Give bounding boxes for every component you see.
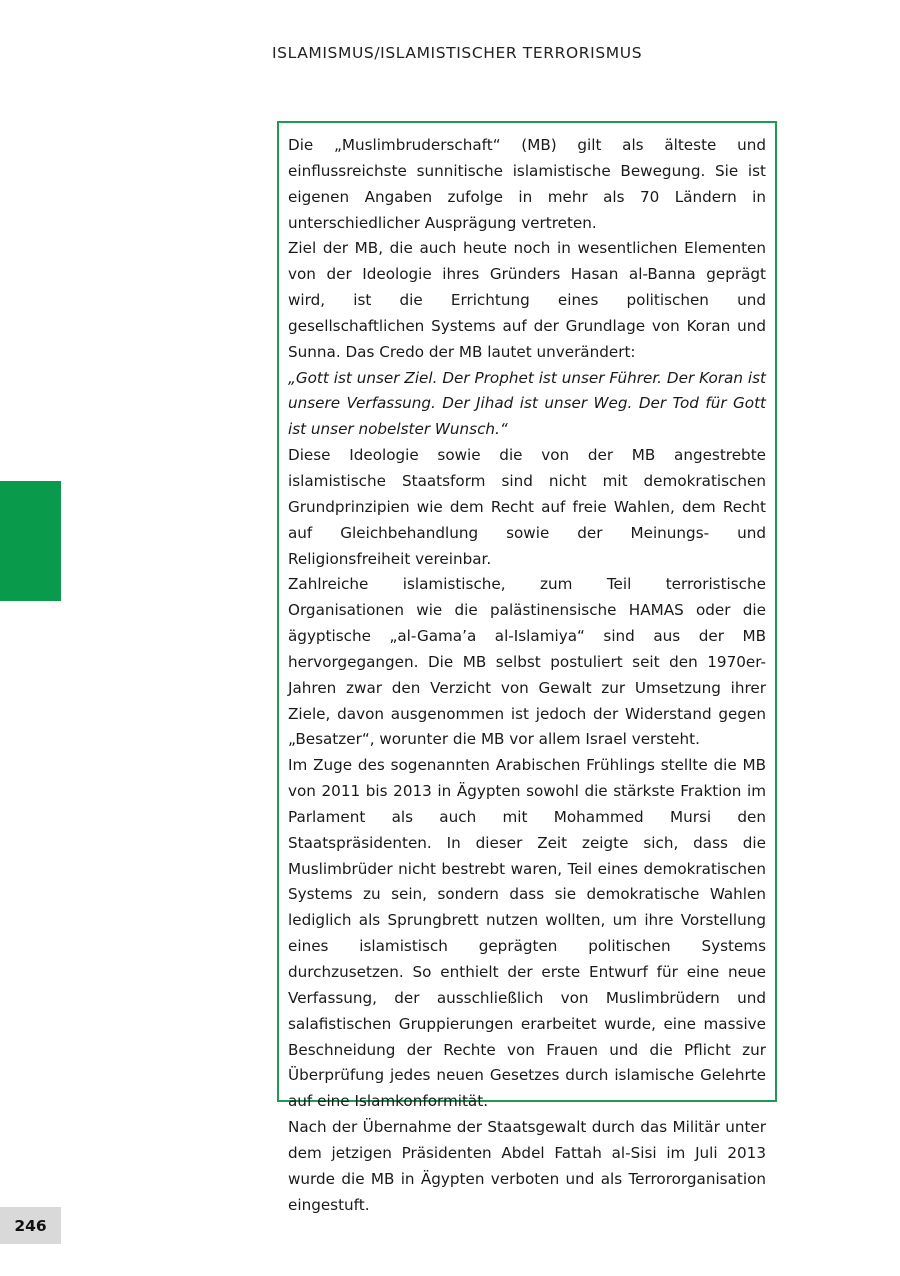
paragraph-ideology: Diese Ideologie sowie die von der MB angestrebte islamistische Staatsform sind nicht mit demokratischen Grundprinzipien wie dem Recht auf freie Wahlen, dem Recht auf Gleichbehandlung sowie der Meinungs- und Religionsfreiheit vereinbar. xyxy=(288,446,766,568)
paragraph-intro: Die „Muslimbruderschaft“ (MB) gilt als älteste und einflussreichste sunnitische islamistische Bewegung. Sie ist eigenen Angaben zufolge in mehr als 70 Ländern in unterschiedlicher Ausprägung vertreten. xyxy=(288,136,766,232)
page-number: 246 xyxy=(0,1207,61,1244)
info-box xyxy=(277,121,777,1214)
paragraph-ban: Nach der Übernahme der Staatsgewalt durch das Militär unter dem jetzigen Präsidenten Abdel Fattah al-Sisi im Juli 2013 wurde die MB in Ägypten verboten und als Terrororganisation eingestuft. xyxy=(288,1118,766,1214)
paragraph-credo-quote: „Gott ist unser Ziel. Der Prophet ist unser Führer. Der Koran ist unsere Verfassung. Der Jihad ist unser Weg. Der Tod für Gott ist unser nobelster Wunsch.“ xyxy=(288,368,766,439)
running-header: ISLAMISMUS/ISLAMISTISCHER TERRORISMUS xyxy=(272,44,643,62)
paragraph-arab-spring: Im Zuge des sogenannten Arabischen Frühlings stellte die MB von 2011 bis 2013 in Ägypten sowohl die stärkste Fraktion im Parlament als auch mit Mohammed Mursi den Staatspräsidenten. In dieser Zeit zeigte sich, dass die Muslimbrüder nicht bestrebt waren, Teil eines demokratischen Systems zu sein, sondern dass sie demokratische Wahlen lediglich als Sprungbrett nutzen wollten, um ihre Vorstellung eines islamistisch geprägten politischen Systems durchzusetzen. So enthielt der erste Entwurf für eine neue Verfassung, der ausschließlich von Muslimbrüdern und salafistischen Gruppierungen erarbeitet wurde, eine massive Beschneidung der Rechte von Frauen und die Pflicht zur Überprüfung jedes neuen Gesetzes durch islamische Gelehrte auf eine Islamkonformität. xyxy=(288,756,766,1111)
chapter-marker-tab xyxy=(0,481,61,601)
paragraph-organisations: Zahlreiche islamistische, zum Teil terroristische Organisationen wie die palästinensische HAMAS oder die ägyptische „al-Gama’a al-Islamiya“ sind aus der MB hervorgegangen. Die MB selbst postuliert seit den 1970er-Jahren zwar den Verzicht von Gewalt zur Umsetzung ihrer Ziele, davon ausgenommen ist jedoch der Widerstand gegen „Besatzer“, worunter die MB vor allem Israel versteht. xyxy=(288,575,766,749)
paragraph-goal: Ziel der MB, die auch heute noch in wesentlichen Elementen von der Ideologie ihres Gründers Hasan al-Banna geprägt wird, ist die Errichtung eines politischen und gesellschaftlichen Systems auf der Grundlage von Koran und Sunna. Das Credo der MB lautet unverändert: xyxy=(288,239,766,361)
